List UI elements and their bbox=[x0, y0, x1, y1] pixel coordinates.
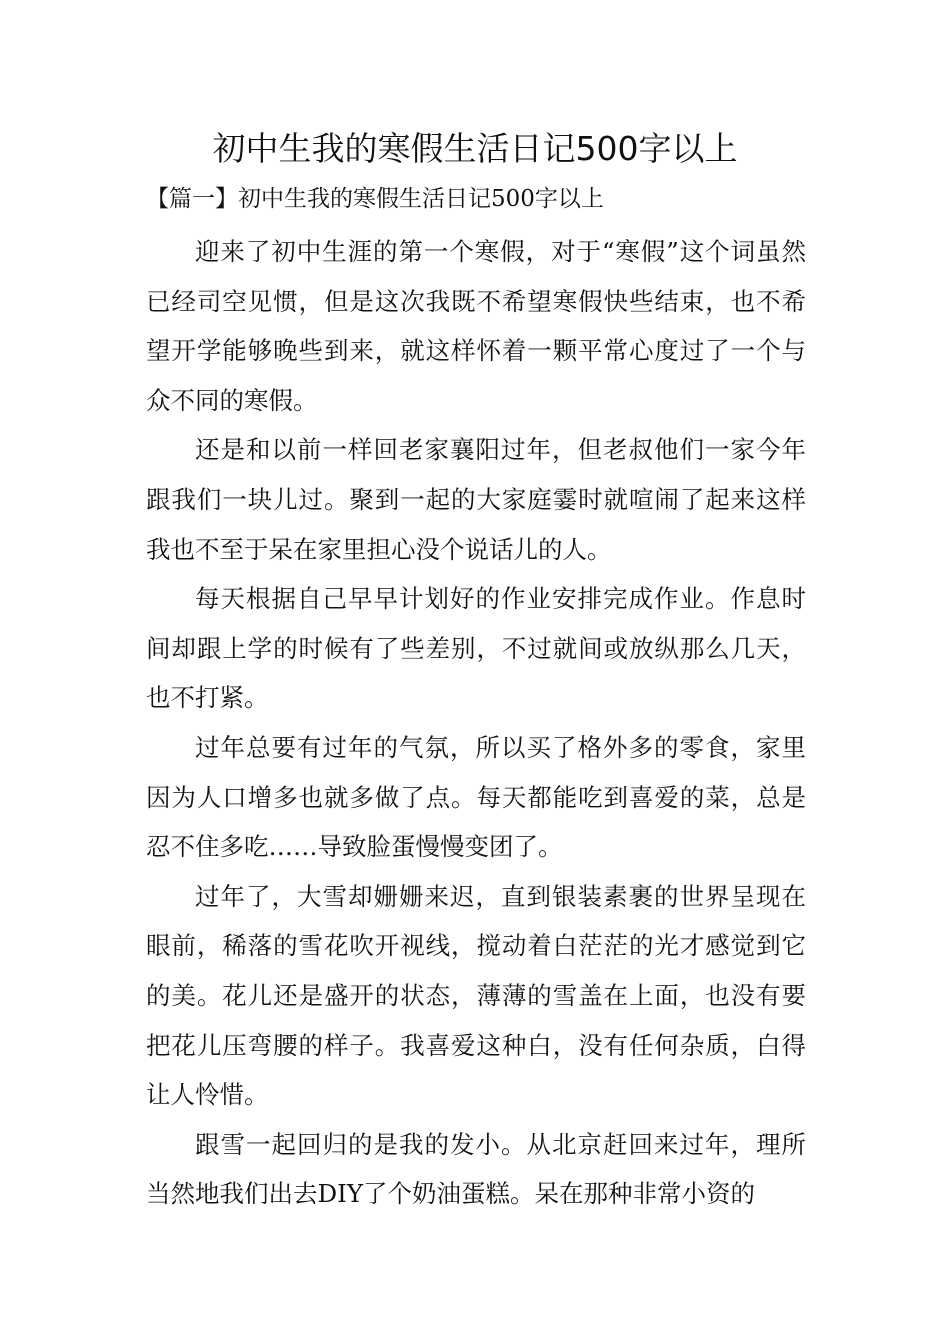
paragraph-4: 过年总要有过年的气氛，所以买了格外多的零食，家里因为人口增多也就多做了点。每天都能吃到喜爱的菜，总是忍不住多吃……导致脸蛋慢慢变团了。 bbox=[146, 732, 806, 862]
document-title: 初中生我的寒假生活日记500字以上 bbox=[212, 129, 738, 168]
paragraph-3: 每天根据自己早早计划好的作业安排完成作业。作息时间却跟上学的时候有了些差别，不过就间或放纵那么几天，也不打紧。 bbox=[146, 584, 806, 713]
section-heading: 【篇一】初中生我的寒假生活日记500字以上 bbox=[146, 186, 604, 212]
document-body bbox=[146, 227, 806, 1219]
paragraph-6: 跟雪一起回归的是我的发小。从北京赶回来过年，理所当然地我们出去DIY了个奶油蛋糕。呆在那种非常小资的 bbox=[146, 1129, 806, 1209]
paragraph-2: 还是和以前一样回老家襄阳过年，但老叔他们一家今年跟我们一块儿过。聚到一起的大家庭霎时就喧闹了起来这样我也不至于呆在家里担心没个说话儿的人。 bbox=[146, 435, 806, 564]
paragraph-5: 过年了，大雪却姗姗来迟，直到银装素裹的世界呈现在眼前，稀落的雪花吹开视线，搅动着白茫茫的光才感觉到它的美。花儿还是盛开的状态，薄薄的雪盖在上面，也没有要把花儿压弯腰的样子。我喜爱这种白，没有任何杂质，白得让人怜惜。 bbox=[146, 881, 806, 1110]
paragraph-1: 迎来了初中生涯的第一个寒假，对于“寒假”这个词虽然已经司空见惯，但是这次我既不希望寒假快些结束，也不希望开学能够晚些到来，就这样怀着一颗平常心度过了一个与众不同的寒假。 bbox=[146, 237, 806, 415]
